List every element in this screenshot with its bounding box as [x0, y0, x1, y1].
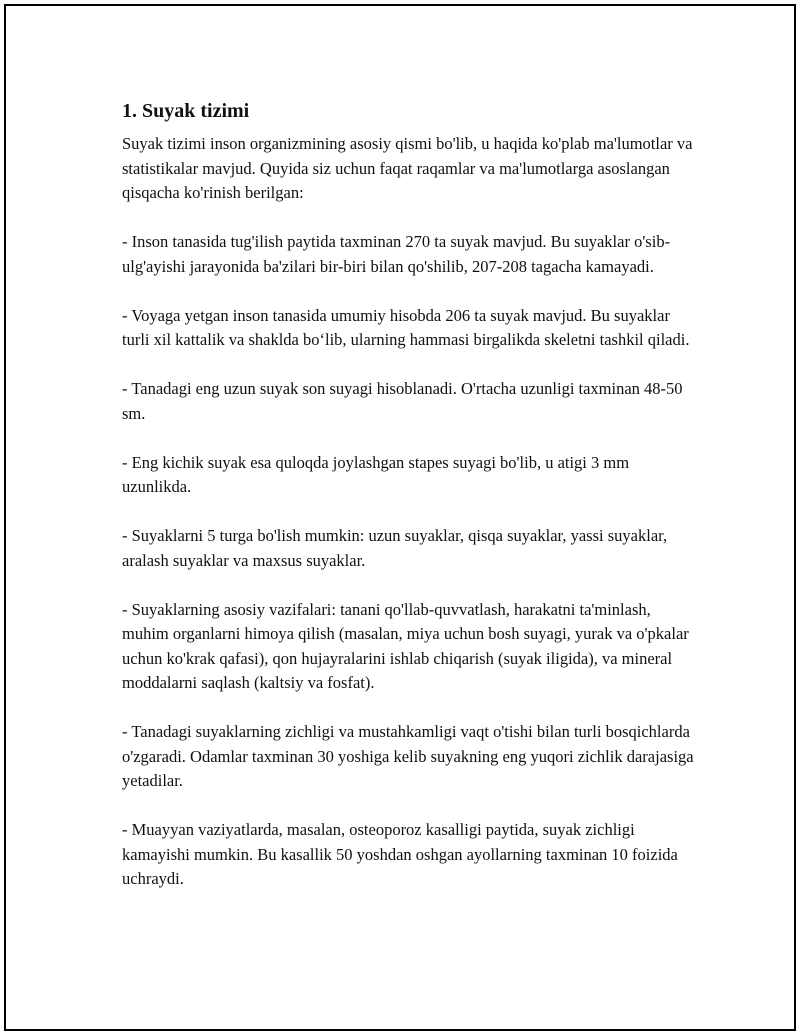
document-page	[4, 4, 796, 1031]
section-heading: 1. Suyak tizimi	[122, 100, 250, 122]
fact-adult-bone-count: - Voyaga yetgan inson tanasida umumiy hisobda 206 ta suyak mavjud. Bu suyaklar turli xil kattalik va shaklda bo‘lib, ularning hammasi birgalikda skeletni tashkil qiladi.	[122, 305, 690, 349]
fact-longest-bone: - Tanadagi eng uzun suyak son suyagi hisoblanadi. O'rtacha uzunligi taxminan 48-50 sm.	[122, 379, 683, 423]
fact-smallest-bone: - Eng kichik suyak esa quloqda joylashgan stapes suyagi bo'lib, u atigi 3 mm uzunlikda.	[122, 452, 630, 496]
fact-birth-bone-count: - Inson tanasida tug'ilish paytida taxminan 270 ta suyak mavjud. Bu suyaklar o'sib-ulg'ayishi jarayonida ba'zilari bir-biri bilan qo'shilib, 207-208 tagacha kamayadi.	[122, 232, 671, 276]
intro-paragraph: Suyak tizimi inson organizmining asosiy qismi bo'lib, u haqida ko'plab ma'lumotlar va statistikalar mavjud. Quyida siz uchun faqat raqamlar va ma'lumotlarga asoslangan qisqacha ko'rinish berilgan:	[122, 134, 693, 202]
fact-bone-types: - Suyaklarni 5 turga bo'lish mumkin: uzun suyaklar, qisqa suyaklar, yassi suyaklar, aralash suyaklar va maxsus suyaklar.	[122, 526, 668, 570]
fact-bone-functions: - Suyaklarning asosiy vazifalari: tanani qo'llab-quvvatlash, harakatni ta'minlash, muhim organlarni himoya qilish (masalan, miya uchun bosh suyagi, yurak va o'pkalar uchun ko'krak qafasi), qon hujayralarini ishlab chiqarish (suyak iligida), va mineral moddalarni saqlash (kaltsiy va fosfat).	[122, 599, 689, 692]
document-content	[118, 98, 698, 916]
fact-bone-density: - Tanadagi suyaklarning zichligi va mustahkamligi vaqt o'tishi bilan turli bosqichlarda o'zgaradi. Odamlar taxminan 30 yoshiga kelib suyakning eng yuqori zichlik darajasiga yetadilar.	[122, 722, 694, 790]
fact-osteoporosis: - Muayyan vaziyatlarda, masalan, osteoporoz kasalligi paytida, suyak zichligi kamayishi mumkin. Bu kasallik 50 yoshdan oshgan ayollarning taxminan 10 foizida uchraydi.	[122, 820, 678, 888]
